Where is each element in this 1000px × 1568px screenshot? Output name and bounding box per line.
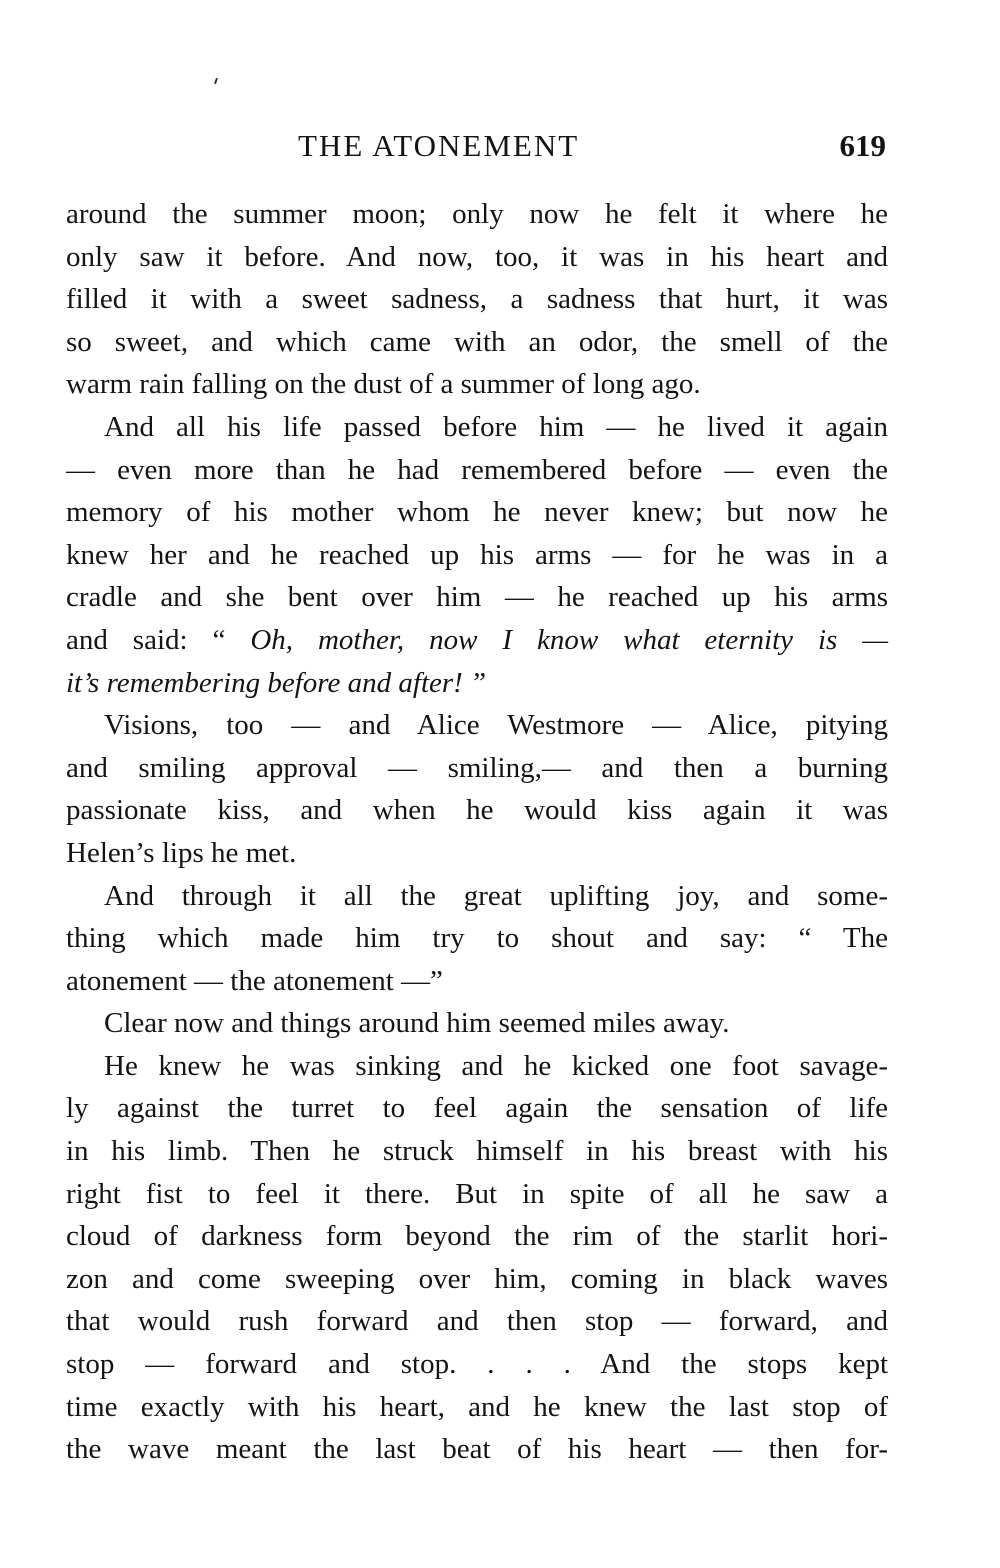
text-line: cloud of darkness form beyond the rim of the starlit hori- [66, 1220, 888, 1253]
text-line: it’s remembering before and after! ” [66, 666, 487, 699]
text-line: passionate kiss, and when he would kiss again it was [66, 794, 888, 827]
text-line: He knew he was sinking and he kicked one foot savage- [104, 1049, 888, 1082]
text-line: Helen’s lips he met. [66, 836, 297, 869]
text-line: And all his life passed before him — he lived it again [104, 410, 888, 443]
running-head: THE ATONEMENT [298, 128, 580, 163]
page-number: 619 [839, 128, 886, 163]
text-line: Clear now and things around him seemed miles away. [104, 1007, 730, 1040]
text-line: ly against the turret to feel again the sensation of life [66, 1092, 888, 1125]
text-line: stop — forward and stop. . . . And the stops kept [66, 1348, 888, 1381]
text-line: and smiling approval — smiling,— and then a burning [66, 751, 888, 784]
text-line: memory of his mother whom he never knew; but now he [66, 496, 888, 529]
text-line: knew her and he reached up his arms — for he was in a [66, 538, 888, 571]
text-line: and said: “ Oh, mother, now I know what eternity is — [66, 623, 889, 656]
text-line: that would rush forward and then stop — forward, and [66, 1305, 888, 1338]
text-line: And through it all the great uplifting joy, and some- [104, 879, 888, 912]
text-line: so sweet, and which came with an odor, the smell of the [66, 325, 888, 358]
text-line: atonement — the atonement —” [66, 964, 443, 997]
text-line: time exactly with his heart, and he knew the last stop of [66, 1390, 888, 1423]
text-line: filled it with a sweet sadness, a sadness that hurt, it was [66, 283, 888, 316]
text-line: only saw it before. And now, too, it was in his heart and [66, 240, 888, 273]
text-line: around the summer moon; only now he felt it where he [66, 198, 888, 230]
text-line: warm rain falling on the dust of a summer of long ago. [66, 368, 701, 401]
text-line: right fist to feel it there. But in spite of all he saw a [66, 1177, 888, 1210]
ink-speck [214, 78, 218, 84]
text-line: thing which made him try to shout and say: “ The [66, 922, 888, 955]
text-line: Visions, too — and Alice Westmore — Alice, pitying [104, 709, 888, 742]
text-line: the wave meant the last beat of his heart — then for- [66, 1433, 888, 1466]
body-text [66, 193, 888, 1471]
text-line: in his limb. Then he struck himself in his breast with his [66, 1135, 888, 1168]
text-line: cradle and she bent over him — he reached up his arms [66, 581, 888, 614]
text-line: zon and come sweeping over him, coming in black waves [66, 1262, 888, 1295]
text-line: — even more than he had remembered before — even the [66, 453, 888, 486]
page-header [66, 128, 886, 172]
